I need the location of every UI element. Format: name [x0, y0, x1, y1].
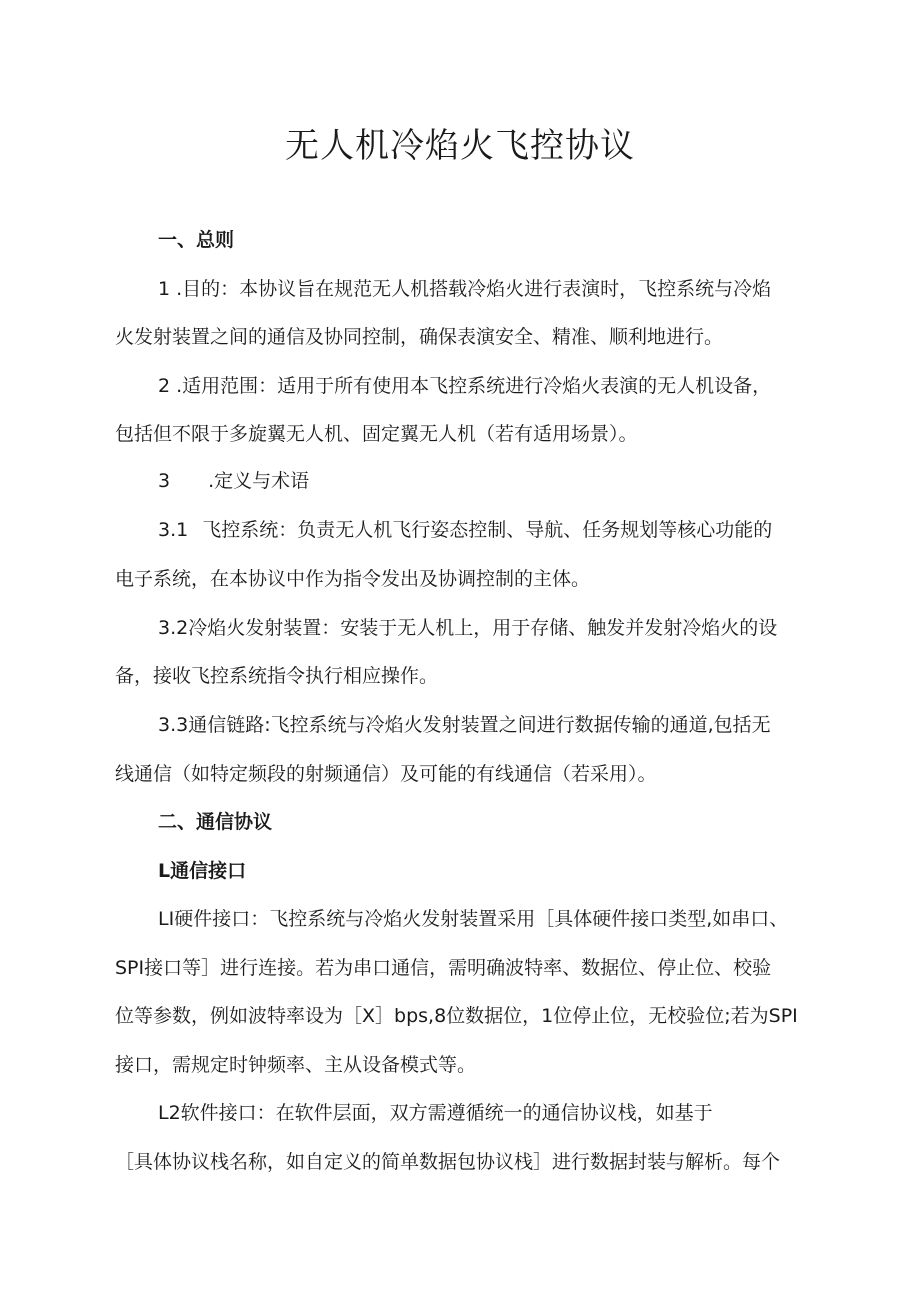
- section-heading-general: 一、总则: [158, 229, 235, 251]
- flight-control-text: 飞控系统：负责无人机飞行姿态控制、导航、任务规划等核心功能的: [202, 519, 773, 541]
- paragraph-launcher-line-2: 备，接收飞控系统指令执行相应操作。: [115, 665, 439, 687]
- paragraph-definitions: [158, 467, 818, 495]
- paragraph-software-line-1: L2软件接口：在软件层面，双方需遵循统一的通信协议栈，如基于: [158, 1102, 713, 1124]
- paragraph-scope-line-2: 包括但不限于多旋翼无人机、固定翼无人机（若有适用场景）。: [115, 423, 638, 445]
- paragraph-purpose-line-2: 火发射装置之间的通信及协同控制，确保表演安全、精准、顺利地进行。: [115, 326, 724, 348]
- subsection-heading-interface: L通信接口: [158, 860, 247, 882]
- paragraph-link-line-2: 线通信（如特定频段的射频通信）及可能的有线通信（若采用）。: [115, 763, 657, 785]
- paragraph-hardware-line-4: 接口，需规定时钟频率、主从设备模式等。: [115, 1054, 477, 1076]
- paragraph-software-line-2: ［具体协议栈名称，如自定义的简单数据包协议栈］进行数据封装与解析。每个: [115, 1151, 781, 1173]
- paragraph-hardware-line-3: 位等参数，例如波特率设为［X］bps,8位数据位，1位停止位，无校验位;若为SPI: [115, 1005, 798, 1027]
- paragraph-launcher-line-1: 3.2冷焰火发射装置：安装于无人机上，用于存储、触发并发射冷焰火的设: [158, 617, 778, 639]
- document-title: 无人机冷焰火飞控协议: [285, 126, 635, 166]
- flight-control-number: 3.1: [158, 519, 189, 541]
- paragraph-hardware-line-2: SPI接口等］进行连接。若为串口通信，需明确波特率、数据位、停止位、校验: [115, 957, 772, 979]
- definitions-number: 3: [158, 470, 171, 492]
- paragraph-flight-control-line-1: [158, 516, 818, 544]
- section-heading-protocol: 二、通信协议: [158, 811, 273, 833]
- paragraph-purpose-line-1: 1 .目的：本协议旨在规范无人机搭载冷焰火进行表演时，飞控系统与冷焰: [158, 278, 772, 300]
- paragraph-link-line-1: 3.3通信链路:飞控系统与冷焰火发射装置之间进行数据传输的通道,包括无: [158, 714, 771, 736]
- definitions-text: .定义与术语: [208, 470, 310, 492]
- paragraph-hardware-line-1: LI硬件接口：飞控系统与冷焰火发射装置采用［具体硬件接口类型,如串口、: [158, 908, 789, 930]
- paragraph-scope-line-1: 2 .适用范围：适用于所有使用本飞控系统进行冷焰火表演的无人机设备，: [158, 375, 772, 397]
- paragraph-flight-control-line-2: 电子系统，在本协议中作为指令发出及协调控制的主体。: [115, 568, 591, 590]
